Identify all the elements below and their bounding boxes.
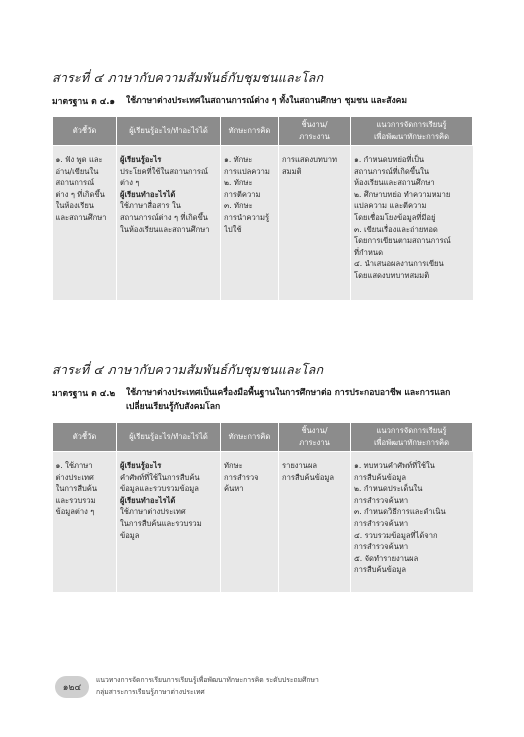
section-title: สาระที่ ๔ ภาษากับความสัมพันธ์กับชุมชนและโลก xyxy=(52,362,324,377)
col-header-approach: แนวการจัดการเรียนรู้ เพื่อพัฒนาทักษะการคิด xyxy=(351,423,473,452)
table-row xyxy=(53,146,473,301)
col-header-thinking-skill: ทักษะการคิด xyxy=(221,117,279,146)
standard-label: มาตรฐาน ต ๔.๑ xyxy=(52,97,115,107)
footer-line-1: แนวทางการจัดการเรียนการเรียนรู้เพื่อพัฒนาทักษะการคิด ระดับประถมศึกษา xyxy=(96,676,319,684)
col-header-indicator: ตัวชี้วัด xyxy=(53,117,117,146)
cell-thinking-skill: ๑. ทักษะ การแปลความ ๒. ทักษะ การตีความ ๓. ทักษะ การนำความรู้ ไปใช้ xyxy=(221,146,279,301)
standard-text: ใช้ภาษาต่างประเทศเป็นเครื่องมือพื้นฐานในการศึกษาต่อ การประกอบอาชีพ และการแลกเปลี่ยนเรียนรู้กับสังคมโลก xyxy=(126,388,451,412)
cell-learning: ผู้เรียนรู้อะไร ประโยคที่ใช้ในสถานการณ์ ต่าง ๆ ผู้เรียนทำอะไรได้ ใช้ภาษาสื่อสาร ใน สถานการณ์ต่าง ๆ ที่เกิดขึ้น ในห้องเรียนและสถานศึกษา xyxy=(117,146,221,301)
col-header-workpiece: ชิ้นงาน/ ภาระงาน xyxy=(279,117,351,146)
col-header-approach: แนวการจัดการเรียนรู้ เพื่อพัฒนาทักษะการคิด xyxy=(351,117,473,146)
table-row xyxy=(53,452,473,593)
footer-line-2: กลุ่มสาระการเรียนรู้ภาษาต่างประเทศ xyxy=(96,688,205,696)
col-header-thinking-skill: ทักษะการคิด xyxy=(221,423,279,452)
cell-approach: ๑. กำหนดบทย่อที่เป็น สถานการณ์ที่เกิดขึ้นใน ห้องเรียนและสถานศึกษา ๒. ศึกษาบทย่อ ทำความหมาย แปลความ และตีความ โดยเชื่อมโยงข้อมูลที่มีอยู่ ๓. เขียนเรื่องและถ่ายทอด โดยการเขียนตามสถานการณ์ ที่กำหนด ๔. นำเสนอผลงานการเขียน โดยแสดงบทบาทสมมติ xyxy=(351,146,473,301)
col-header-indicator: ตัวชี้วัด xyxy=(53,423,117,452)
cell-learning: ผู้เรียนรู้อะไร คำศัพท์ที่ใช้ในการสืบค้น ข้อมูลและรวบรวมข้อมูล ผู้เรียนทำอะไรได้ ใช้ภาษาต่างประเทศ ในการสืบค้นและรวบรวม ข้อมูล xyxy=(117,452,221,593)
table-header-row xyxy=(53,117,473,146)
section-2 xyxy=(52,360,472,592)
standard-line xyxy=(52,94,472,108)
section-title: สาระที่ ๔ ภาษากับความสัมพันธ์กับชุมชนและโลก xyxy=(52,70,324,85)
cell-thinking-skill: ทักษะ การสำรวจ ค้นหา xyxy=(221,452,279,593)
standard-line xyxy=(52,386,472,414)
table-header-row xyxy=(53,423,473,452)
page-number: ๑๒๔ xyxy=(55,676,89,698)
learning-table xyxy=(52,116,473,300)
col-header-learning: ผู้เรียนรู้อะไร/ทำอะไรได้ xyxy=(117,423,221,452)
standard-text: ใช้ภาษาต่างประเทศในสถานการณ์ต่าง ๆ ทั้งในสถานศึกษา ชุมชน และสังคม xyxy=(126,96,408,106)
col-header-learning: ผู้เรียนรู้อะไร/ทำอะไรได้ xyxy=(117,117,221,146)
section-1 xyxy=(52,68,472,300)
cell-indicator: ๑. ใช้ภาษา ต่างประเทศ ในการสืบค้น และรวบรวม ข้อมูลต่าง ๆ xyxy=(53,452,117,593)
col-header-workpiece: ชิ้นงาน/ ภาระงาน xyxy=(279,423,351,452)
standard-label: มาตรฐาน ต ๔.๒ xyxy=(52,389,116,399)
cell-workpiece: การแสดงบทบาท สมมติ xyxy=(279,146,351,301)
cell-indicator: ๑. ฟัง พูด และ อ่าน/เขียนใน สถานการณ์ ต่าง ๆ ที่เกิดขึ้น ในห้องเรียน และสถานศึกษา xyxy=(53,146,117,301)
cell-workpiece: รายงานผล การสืบค้นข้อมูล xyxy=(279,452,351,593)
footer-text xyxy=(96,674,319,698)
learning-table xyxy=(52,422,473,592)
cell-approach: ๑. ทบทวนคำศัพท์ที่ใช้ใน การสืบค้นข้อมูล ๒. กำหนดประเด็นใน การสำรวจค้นหา ๓. กำหนดวิธีการและดำเนิน การสำรวจค้นหา ๔. รวบรวมข้อมูลที่ได้จาก การสำรวจค้นหา ๕. จัดทำรายงานผล การสืบค้นข้อมูล xyxy=(351,452,473,593)
